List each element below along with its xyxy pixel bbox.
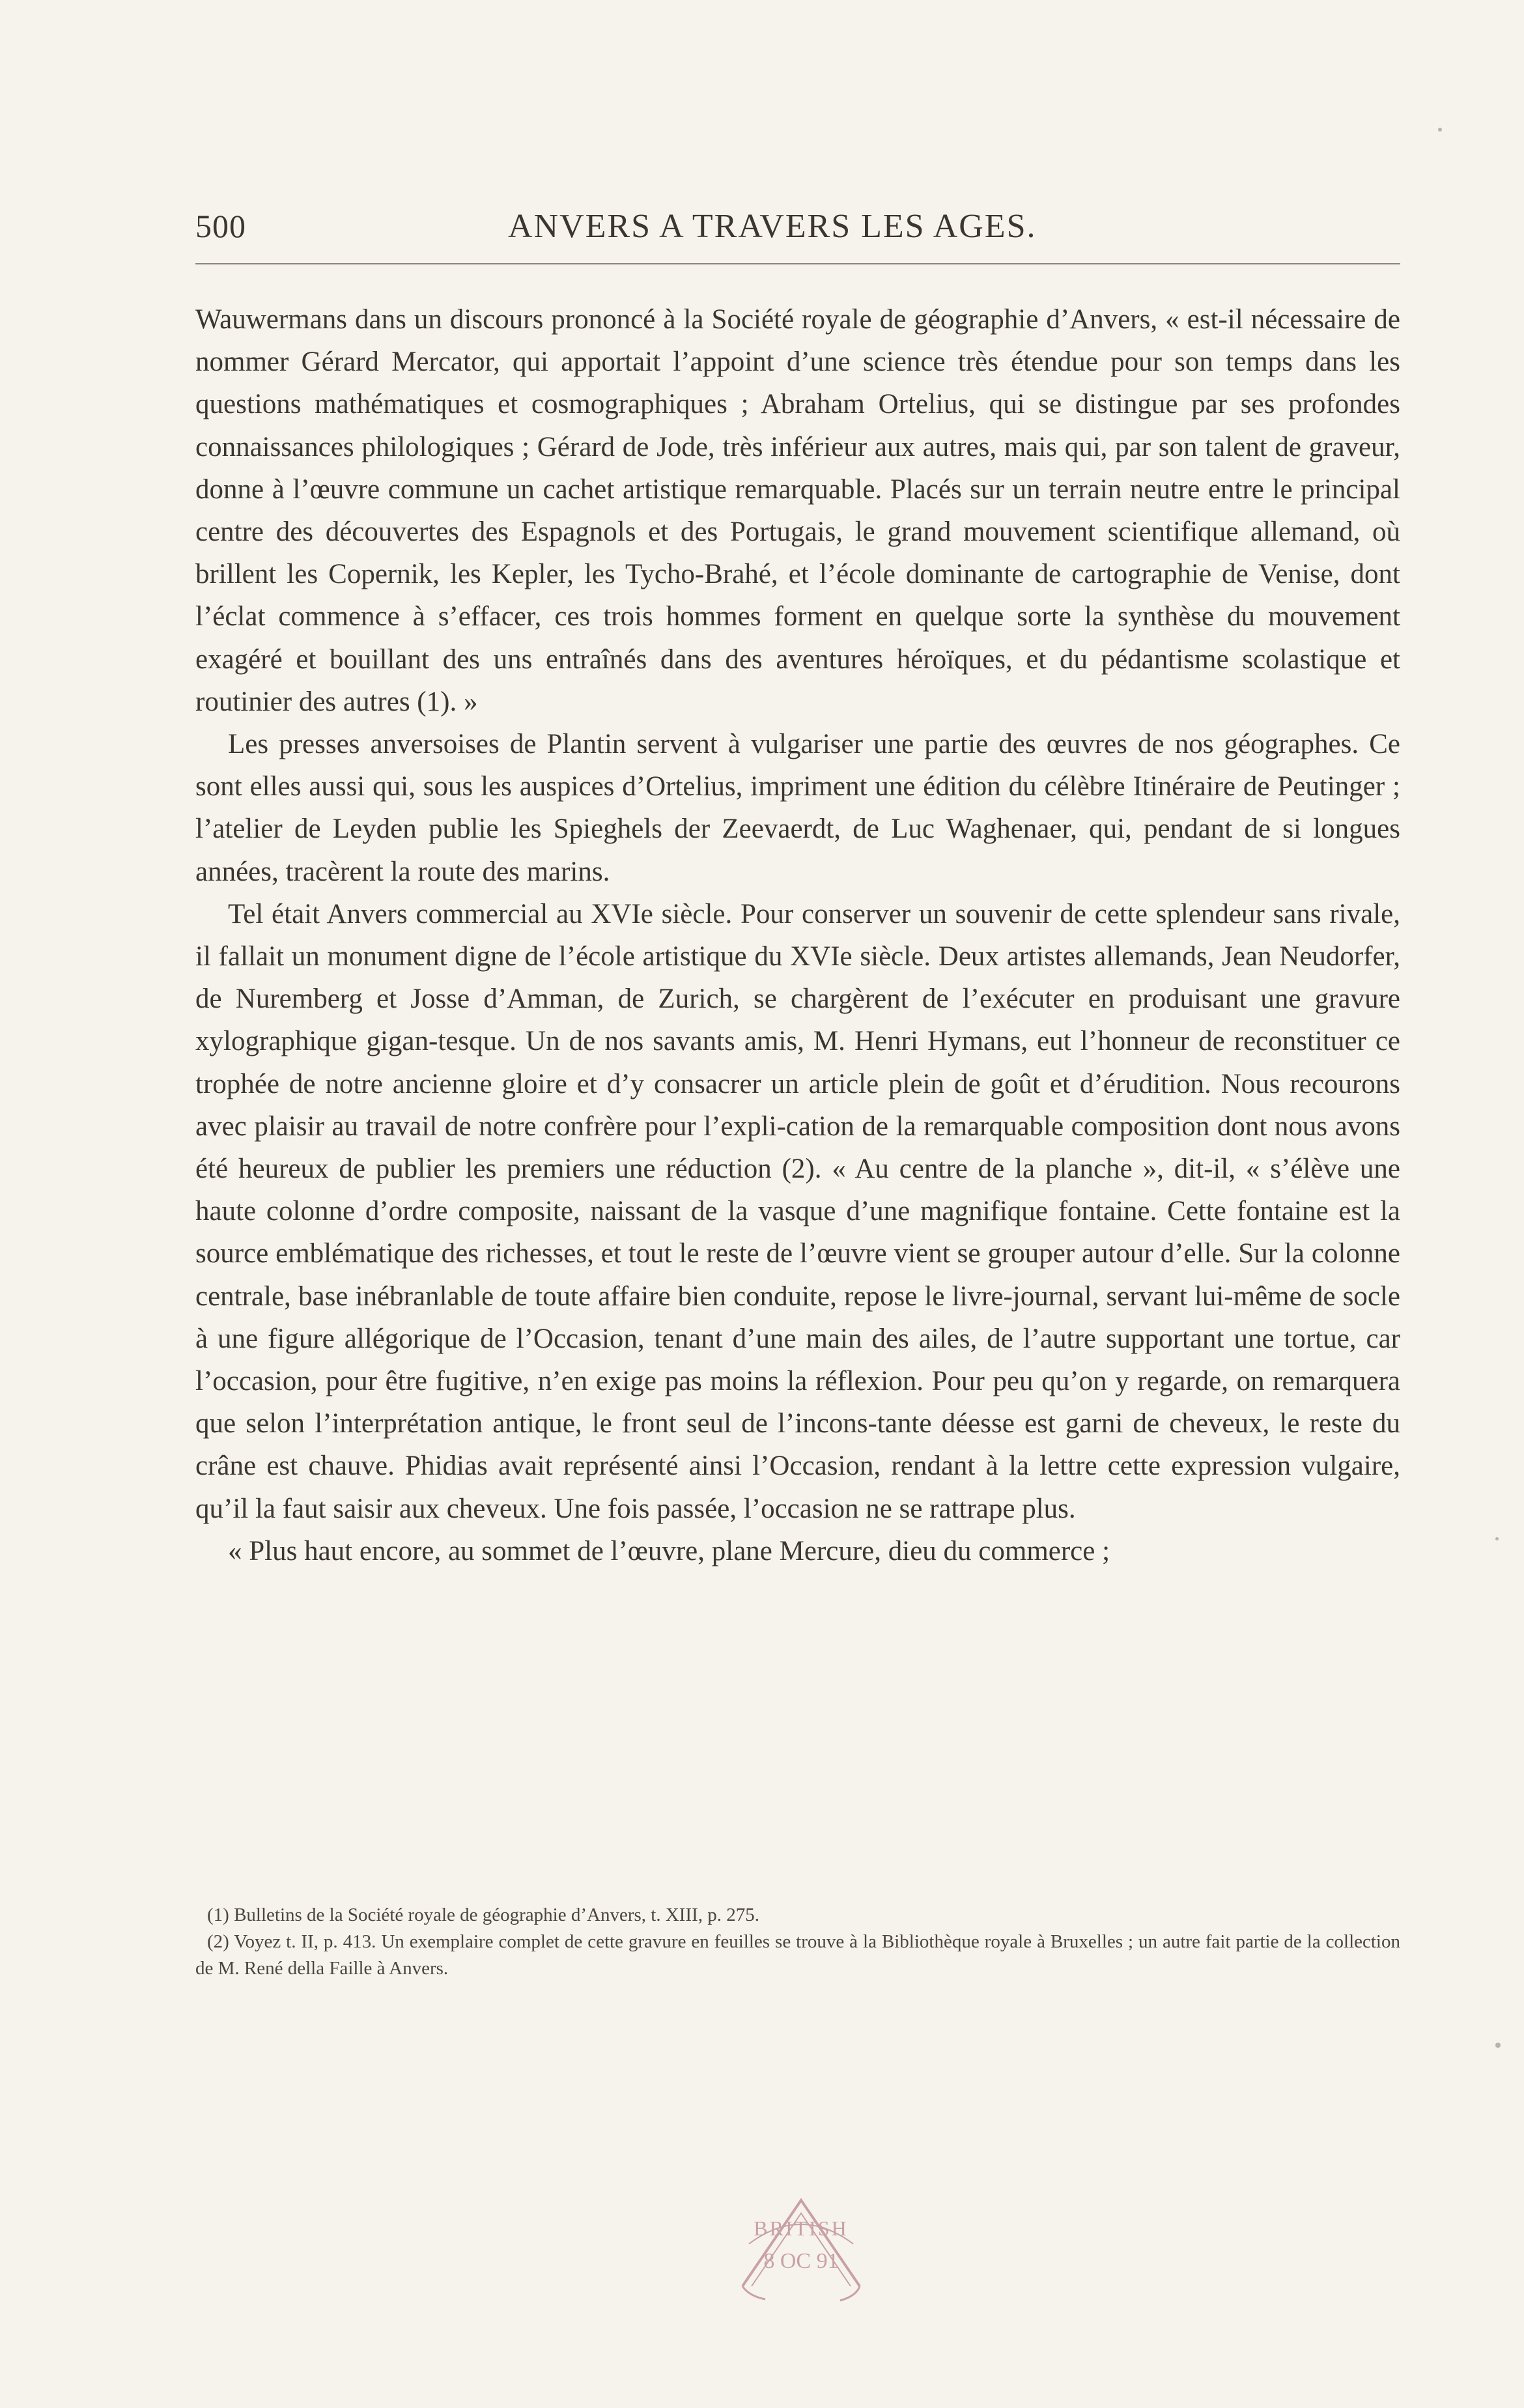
paragraph-4: « Plus haut encore, au sommet de l’œuvre, plane Mercure, dieu du commerce ;	[228, 1535, 1110, 1566]
running-title: ANVERS A TRAVERS LES AGES.	[508, 208, 1037, 245]
stamp-seal-icon	[729, 2188, 873, 2306]
stamp-date: 8 OC 91	[763, 2249, 839, 2273]
body-text	[195, 298, 1400, 1572]
paper-speck	[1495, 2043, 1501, 2048]
header-rule	[195, 263, 1400, 264]
paragraph-3: Tel était Anvers commercial au XVIe siècle. Pour conserver un souvenir de cette splendeur sans rivale, il fallait un monument digne de l’école artistique du XVIe siècle. Deux artistes allemands, Jean Neudorfer, de Nuremberg et Josse d’Amman, de Zurich, se chargèrent de l’exécuter en produisant une gravure xylographique gigan-tesque. Un de nos savants amis, M. Henri Hymans, eut l’honneur de reconstituer ce trophée de notre ancienne gloire et d’y consacrer un article plein de goût et d’érudition. Nous recourons avec plaisir au travail de notre confrère pour l’expli-cation de la remarquable composition dont nous avons été heureux de publier les premiers une réduction (2). « Au centre de la planche », dit-il, « s’élève une haute colonne d’ordre composite, naissant de la vasque d’une magnifique fontaine. Cette fontaine est la source emblématique des richesses, et tout le reste de l’œuvre vient se grouper autour d’elle. Sur la colonne centrale, base inébranlable de toute affaire bien conduite, repose le livre-journal, servant lui-même de socle à une figure allégorique de l’Occasion, tenant d’une main des ailes, de l’autre supportant une tortue, car l’occasion, pour être fugitive, n’en exige pas moins la réflexion. Pour peu qu’on y regarde, on remarquera que selon l’interprétation antique, le front seul de l’incons-tante déesse est garni de cheveux, le reste du crâne est chauve. Phidias avait représenté ainsi l’Occasion, rendant à la lettre cette expression vulgaire, qu’il la faut saisir aux cheveux. Une fois passée, l’occasion ne se rattrape plus.	[195, 898, 1400, 1524]
footnotes	[195, 1902, 1400, 1982]
paragraph-2: Les presses anversoises de Plantin servent à vulgariser une partie des œuvres de nos géographes. Ce sont elles aussi qui, sous les auspices d’Ortelius, impriment une édition du célèbre Itinéraire de Peutinger ; l’atelier de Leyden publie les Spieghels der Zeevaerdt, de Luc Waghenaer, qui, pendant de si longues années, tracèrent la route des marins.	[195, 729, 1400, 887]
paper-speck	[1495, 1537, 1499, 1540]
paragraph-1: Wauwermans dans un discours prononcé à la Société royale de géographie d’Anvers, « est-il nécessaire de nommer Gérard Mercator, qui apportait l’appoint d’une science très étendue pour son temps dans les questions mathématiques et cosmographiques ; Abraham Ortelius, qui se distingue par ses profondes connaissances philologiques ; Gérard de Jode, très inférieur aux autres, mais qui, par son talent de graveur, donne à l’œuvre commune un cachet artistique remarquable. Placés sur un terrain neutre entre le principal centre des découvertes des Espagnols et des Portugais, le grand mouvement scientifique allemand, où brillent les Copernik, les Kepler, les Tycho-Brahé, et l’école dominante de cartographie de Venise, dont l’éclat commence à s’effacer, ces trois hommes forment en quelque sorte la synthèse du mouvement exagéré et bouillant des uns entraînés dans des aventures héroïques, et du pédantisme scolastique et routinier des autres (1). »	[195, 304, 1400, 717]
footnote-1: (1) Bulletins de la Société royale de géographie d’Anvers, t. XIII, p. 275.	[207, 1905, 759, 1925]
page-header	[195, 207, 1400, 246]
stamp-arc-text: BRITISH	[754, 2217, 849, 2240]
library-stamp	[729, 2188, 873, 2306]
paper-speck	[1438, 128, 1442, 132]
footnote-2: (2) Voyez t. II, p. 413. Un exemplaire complet de cette gravure en feuilles se trouve à la Bibliothèque royale à Bruxelles ; un autre fait partie de la collection de M. René della Faille à Anvers.	[195, 1931, 1400, 1979]
page-number: 500	[195, 208, 246, 244]
